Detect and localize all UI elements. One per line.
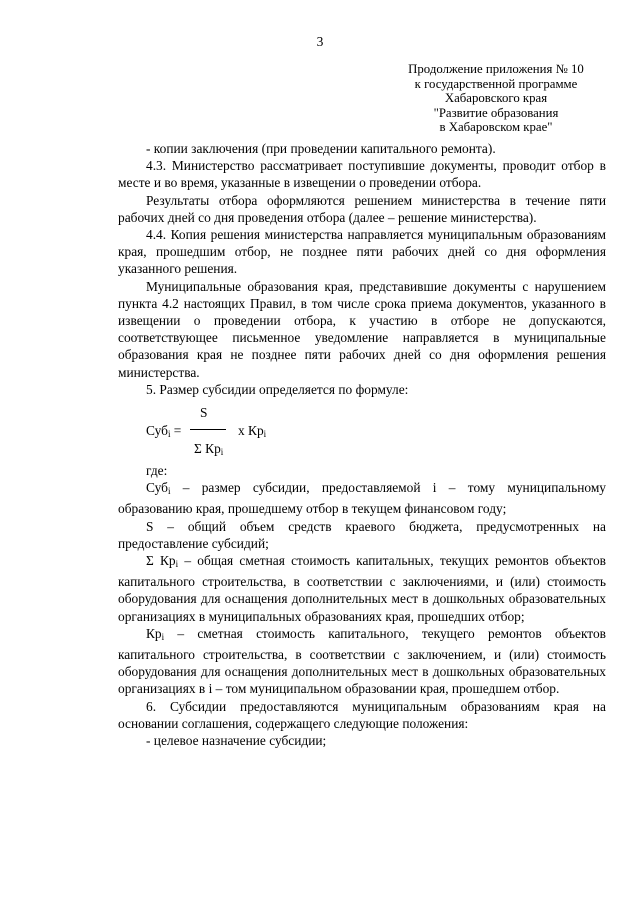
- paragraph: 6. Субсидии предоставляются муниципальным образованиям края на основании соглашения, содержащего следующие положения:: [118, 698, 606, 731]
- fraction-bar: [190, 429, 226, 430]
- appendix-line: Продолжение приложения № 10: [408, 62, 584, 76]
- formula-lhs: Суб$_i$ =: [146, 423, 182, 440]
- paragraph: - целевое назначение субсидии;: [146, 733, 327, 749]
- appendix-line: в Хабаровском крае": [439, 120, 553, 135]
- appendix-line: Хабаровского края: [444, 91, 548, 106]
- subsidy-formula: [118, 404, 606, 462]
- definition-sum-kr: Σ $Кр_i$ – общая сметная стоимость капитальных, текущих ремонтов объектов капитального строительства, в соответствии с заключениями, и (или) стоимость оборудования для оснащения дополнительных мест в дошкольных образовательных организациях в муниципальных образованиях края, прошедших отбор;: [118, 553, 606, 624]
- definition-sub: Суб$_i$ – размер субсидии, предоставляемой i – тому муниципальному образованию края, прошедшему отбор в текущем финансовом году;: [118, 480, 606, 517]
- document-body: [118, 140, 606, 749]
- appendix-line: "Развитие образования: [433, 105, 559, 120]
- paragraph: Муниципальные образования края, представившие документы с нарушением пункта 4.2 настоящих Правил, в том числе срока приема документов, указанного в извещении о проведении отбора, к участию в отборе не допускаются, соответствующее письменное уведомление направляется в муниципальные образования края не позднее пяти рабочих дней со дня оформления решения министерства.: [118, 278, 606, 380]
- definition-kr: $Кр_i$ – сметная стоимость капитального, текущего ремонтов объектов капитального строительства, в соответствии с заключением, и (или) стоимость оборудования для оснащения дополнительных мест в дошкольных образовательных организациях в i – том муниципальном образовании края, прошедшем отбор.: [118, 625, 606, 697]
- paragraph: 4.3. Министерство рассматривает поступившие документы, проводит отбор в месте и во время, указанные в извещении о проведении отбора.: [118, 158, 606, 191]
- paragraph: - копии заключения (при проведении капитального ремонта).: [146, 141, 496, 156]
- formula-multiplier: х $Кр_i$: [238, 423, 267, 440]
- paragraph: 5. Размер субсидии определяется по формуле:: [146, 381, 409, 397]
- paragraph: 4.4. Копия решения министерства направляется муниципальным образованиям края, прошедшим отбор, не позднее пяти рабочих дней со дня оформления указанного решения.: [118, 227, 606, 277]
- paragraph: Результаты отбора оформляются решением министерства в течение пяти рабочих дней со дня проведения отбора (далее – решение министерства).: [118, 192, 606, 225]
- formula-denominator: Σ $Кр_i$: [194, 441, 224, 458]
- formula-numerator: S: [200, 405, 208, 421]
- appendix-header: [386, 62, 606, 135]
- where-label: где:: [146, 463, 168, 479]
- page-number: 3: [316, 34, 324, 49]
- definition-s: S – общий объем средств краевого бюджета, предусмотренных на предоставление субсидий;: [118, 518, 606, 551]
- appendix-line: к государственной программе: [414, 76, 578, 91]
